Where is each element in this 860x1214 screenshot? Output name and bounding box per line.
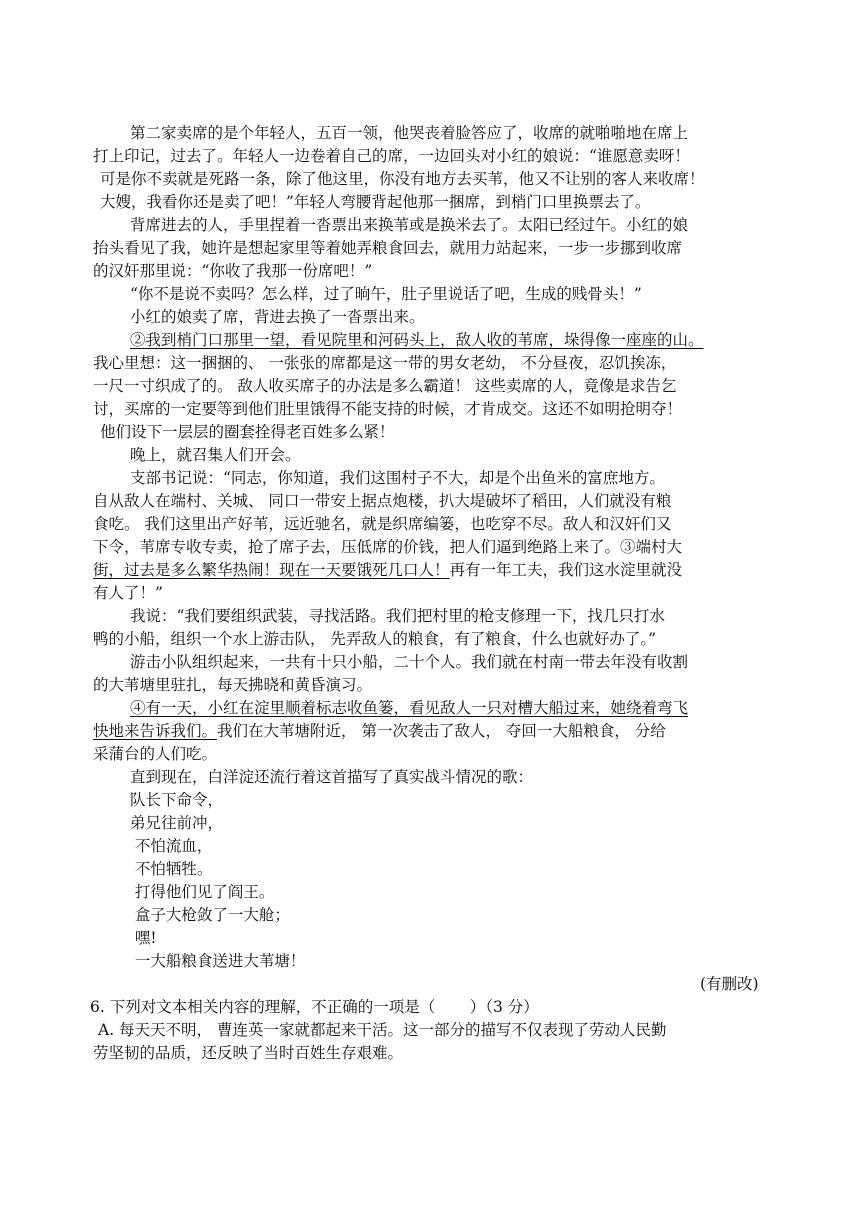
text-span: 再有一年工夫，我们这水淀里就没	[449, 561, 683, 579]
song-line: 一大船粮食送进大苇塘！	[130, 952, 306, 970]
underlined-sentence-3: 街，过去是多么繁华热闹！现在一天要饿死几口人！	[93, 561, 450, 579]
text-line: 晚上，就召集人们开会。	[130, 446, 301, 464]
text-line: 小红的娘卖了席，背进去换了一沓票出来。	[130, 308, 425, 326]
song-line: 不怕牺牲。	[130, 860, 213, 878]
text-line: 第二家卖席的是个年轻人，五百一领，他哭丧着脸答应了，收席的就啪啪地在席上	[130, 124, 689, 142]
text-line: 有人了！”	[93, 584, 163, 602]
song-line: 队长下命令，	[130, 791, 224, 809]
text-line: 采蒲台的人们吃。	[93, 745, 218, 763]
text-line: 抬头看见了我，她许是想起家里等着她弄粮食回去，就用力站起来，一步一步挪到收席	[93, 239, 683, 257]
text-line: 支部书记说：“同志，你知道，我们这围村子不大，却是个出鱼米的富庶地方。	[130, 469, 665, 487]
text-span: 我们在大苇塘附近， 第一次袭击了敌人， 夺回一大船粮食， 分给	[217, 722, 666, 740]
text-line: 一尺一寸织成了的。 敌人收买席子的办法是多么霸道！ 这些卖席的人，竟像是求告乞	[93, 377, 677, 395]
text-line: “你不是说不卖吗？怎么样，过了晌午，肚子里说话了吧，生成的贱骨头！”	[130, 285, 642, 303]
text-line: 游击小队组织起来，一共有十只小船，二十个人。我们就在村南一带去年没有收割	[130, 653, 689, 671]
option-a-cont: 劳坚韧的品质，还反映了当时百姓生存艰难。	[93, 1044, 404, 1062]
text-line: 鸭的小船，组织一个水上游击队， 先弄敌人的粮食，有了粮食，什么也就好办了。”	[93, 630, 657, 648]
question-6: 6. 下列对文本相关内容的理解，不正确的一项是（ ）（3 分）	[90, 998, 539, 1016]
text-line: 直到现在，白洋淀还流行着这首描写了真实战斗情况的歌：	[130, 768, 534, 786]
song-line: 弟兄往前冲，	[130, 814, 224, 832]
text-line: 背席进去的人，手里捏着一沓票出来换苇或是换米去了。太阳已经过午。小红的娘	[130, 216, 689, 234]
option-a: A. 每天天不明， 曹连英一家就都起来干活。这一部分的描写不仅表现了劳动人民勤	[98, 1021, 667, 1039]
song-line: 不怕流血，	[130, 837, 213, 855]
song-line: 嘿!	[130, 929, 157, 947]
text-line	[93, 559, 682, 581]
text-line: 打上印记，过去了。年轻人一边卷着自己的席，一边回头对小红的娘说：“谁愿意卖呀！	[93, 147, 690, 165]
song-line: 盒子大枪敛了一大舱；	[130, 906, 290, 924]
text-line	[93, 720, 666, 742]
text-line: 我说：“我们要组织武装，寻找活路。我们把村里的枪支修理一下，找几只打水	[130, 607, 665, 625]
text-line: 的大苇塘里驻扎，每天拂晓和黄昏演习。	[93, 676, 373, 694]
text-line: 他们设下一层层的圈套拴得老百姓多么紧！	[100, 423, 395, 441]
underlined-sentence-4-cont: 快地来告诉我们。	[93, 722, 218, 740]
underlined-sentence-4: ④有一天，小红在淀里顺着标志收鱼篓，看见敌人一只对槽大船过来，她绕着弯飞	[130, 699, 689, 717]
text-line: 讨，买席的一定要等到他们肚里饿得不能支持的时候，才肯成交。这还不如明抢明夺！	[93, 400, 683, 418]
revision-note: (有删改)	[700, 975, 759, 993]
song-line: 打得他们见了阎王。	[130, 883, 275, 901]
text-line: 我心里想：这一捆捆的、 一张张的席都是这一带的男女老幼， 不分昼夜，忍饥挨冻，	[93, 354, 677, 372]
underlined-sentence-2: ②我到梢门口那里一望，看见院里和河码头上，敌人收的苇席，垛得像一座座的山。	[130, 331, 704, 349]
text-line: 自从敌人在端村、关城、 同口一带安上据点炮楼，扒大堤破坏了稻田，人们就没有粮	[93, 492, 672, 510]
text-line: 可是你不卖就是死路一条，除了他这里，你没有地方去买苇，他又不让别的客人来收席！	[100, 170, 705, 188]
text-line: 下令，苇席专收专卖，抢了席子去，压低席的价钱，把人们逼到绝路上来了。③端村大	[93, 538, 683, 556]
text-line: 食吃。 我们这里出产好苇，远近驰名，就是织席编篓，也吃穿不尽。敌人和汉奸们又	[93, 515, 672, 533]
text-line: 的汉奸那里说：“你收了我那一份席吧！”	[93, 262, 373, 280]
text-line: 大嫂，我看你还是卖了吧！”年轻人弯腰背起他那一捆席，到梢门口里换票去了。	[100, 193, 651, 211]
